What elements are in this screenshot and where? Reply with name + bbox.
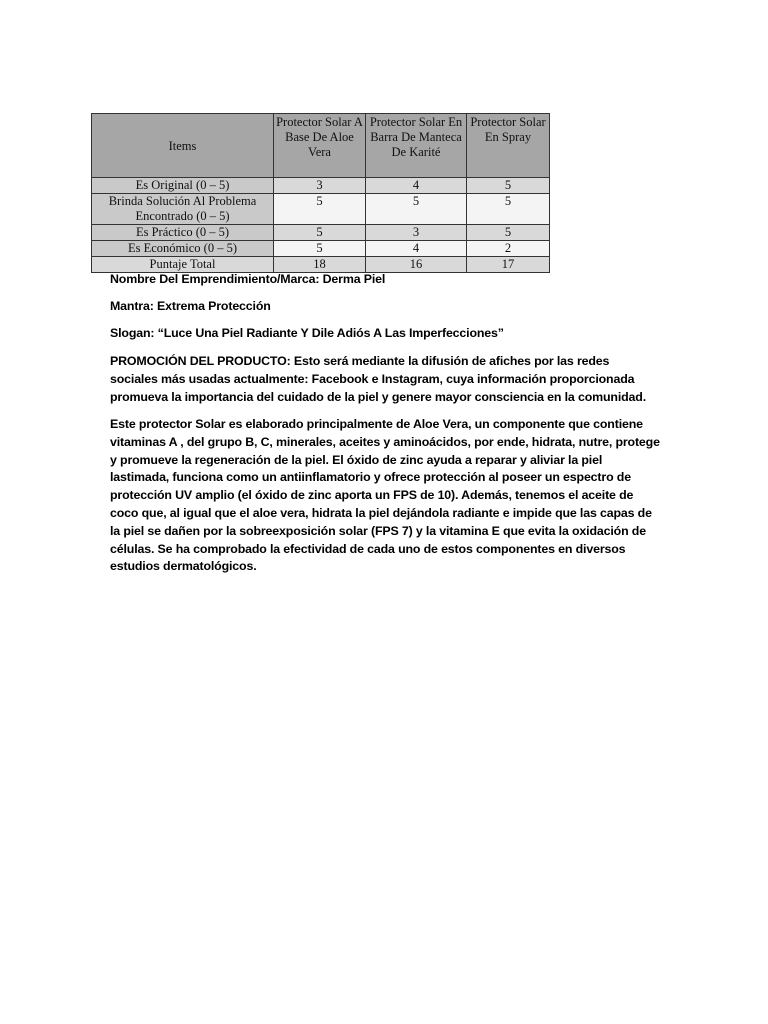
table-header-spray: Protector Solar En Spray xyxy=(467,114,550,178)
row-label: Brinda Solución Al Problema Encontrado (0 – 5) xyxy=(92,194,274,225)
table-header-aloe-vera: Protector Solar A Base De Aloe Vera xyxy=(274,114,366,178)
table-cell: 4 xyxy=(366,178,467,194)
slogan-paragraph: Slogan: “Luce Una Piel Radiante Y Dile Adiós A Las Imperfecciones” xyxy=(110,326,504,340)
table-row xyxy=(92,225,550,241)
table-cell: 5 xyxy=(274,194,366,225)
table-row xyxy=(92,178,550,194)
row-label: Es Económico (0 – 5) xyxy=(92,241,274,257)
table-cell: 5 xyxy=(467,194,550,225)
total-label: Puntaje Total xyxy=(92,257,274,273)
total-cell: 18 xyxy=(274,257,366,273)
table-cell: 3 xyxy=(366,225,467,241)
table-cell: 5 xyxy=(366,194,467,225)
comparison-table xyxy=(91,113,550,273)
table-cell: 5 xyxy=(274,225,366,241)
table-header-barra-karite: Protector Solar En Barra De Manteca De Karité xyxy=(366,114,467,178)
row-label: Es Original (0 – 5) xyxy=(92,178,274,194)
table-row xyxy=(92,194,550,225)
table-header-row xyxy=(92,114,550,178)
table-cell: 5 xyxy=(467,178,550,194)
table-cell: 2 xyxy=(467,241,550,257)
table-cell: 3 xyxy=(274,178,366,194)
table-cell: 4 xyxy=(366,241,467,257)
mantra-paragraph: Mantra: Extrema Protección xyxy=(110,299,271,313)
total-cell: 16 xyxy=(366,257,467,273)
table-cell: 5 xyxy=(467,225,550,241)
promotion-paragraph: PROMOCIÓN DEL PRODUCTO: Esto será mediante la difusión de afiches por las redes sociales más usadas actualmente: Facebook e Instagram, cuya información proporcionada promueva la importancia del cuidado de la piel y genere mayor consciencia en la comunidad. xyxy=(110,354,646,404)
table-cell: 5 xyxy=(274,241,366,257)
row-label: Es Práctico (0 – 5) xyxy=(92,225,274,241)
total-cell: 17 xyxy=(467,257,550,273)
table-header-items: Items xyxy=(92,114,274,178)
table-row xyxy=(92,241,550,257)
brand-name-paragraph: Nombre Del Emprendimiento/Marca: Derma Piel xyxy=(110,272,386,286)
description-paragraph: Este protector Solar es elaborado principalmente de Aloe Vera, un componente que contiene vitaminas A , del grupo B, C, minerales, aceites y aminoácidos, por ende, hidrata, nutre, protege y promueve la regeneración de la piel. El óxido de zinc ayuda a reparar y aliviar la piel lastimada, funciona como un antiinflamatorio y ofrece protección al poseer un espectro de protección UV amplio (el óxido de zinc aporta un FPS de 10). Además, tenemos el aceite de coco que, al igual que el aloe vera, hidrata la piel dejándola radiante e impide que las capas de la piel se dañen por la sobreexposición solar (FPS 7) y la vitamina E que evita la oxidación de células. Se ha comprobado la efectividad de cada uno de estos componentes en diversos estudios dermatológicos. xyxy=(110,417,660,574)
